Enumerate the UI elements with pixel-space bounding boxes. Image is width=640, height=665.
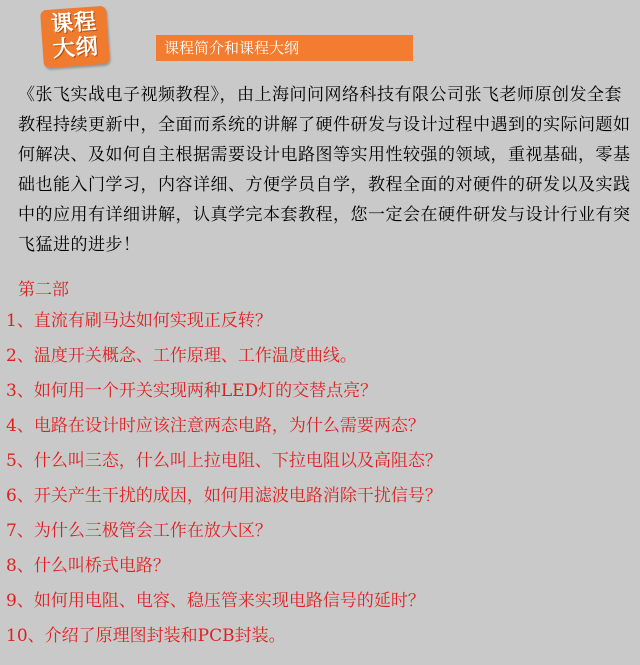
outline-item: 2、温度开关概念、工作原理、工作温度曲线。 (6, 346, 357, 366)
course-outline-badge (40, 6, 110, 68)
outline-item: 10、介绍了原理图封装和PCB封装。 (6, 626, 286, 646)
outline-item: 5、什么叫三态，什么叫上拉电阻、下拉电阻以及高阻态？ (6, 451, 442, 471)
outline-item: 9、如何用电阻、电容、稳压管来实现电路信号的延时？ (6, 591, 425, 611)
course-intro-paragraph: 《张飞实战电子视频教程》，由上海问问网络科技有限公司张飞老师原创发全套教程持续更新中，全面而系统的讲解了硬件研发与设计过程中遇到的实际问题如何解决、及如何自主根据需要设计电路图等实用性较强的领域，重视基础，零基础也能入门学习，内容详细、方便学员自学，教程全面的对硬件的研发以及实践中的应用有详细讲解，认真学完本套教程，您一定会在硬件研发与设计行业有突飞猛进的进步！ (18, 85, 631, 255)
section-header-bar (156, 35, 413, 61)
outline-list (6, 307, 636, 657)
part-label: 第二部 (18, 280, 69, 300)
badge-text: 课程 大纲 (50, 9, 100, 63)
section-header-title: 课程简介和课程大纲 (164, 39, 300, 57)
outline-item: 8、什么叫桥式电路？ (6, 556, 170, 576)
outline-item: 4、电路在设计时应该注意两态电路，为什么需要两态？ (6, 416, 425, 436)
outline-item: 3、如何用一个开关实现两种LED灯的交替点亮？ (6, 381, 378, 401)
outline-item: 7、为什么三极管会工作在放大区？ (6, 521, 272, 541)
outline-item: 1、直流有刷马达如何实现正反转？ (6, 311, 272, 331)
outline-item: 6、开关产生干扰的成因，如何用滤波电路消除干扰信号？ (6, 486, 442, 506)
